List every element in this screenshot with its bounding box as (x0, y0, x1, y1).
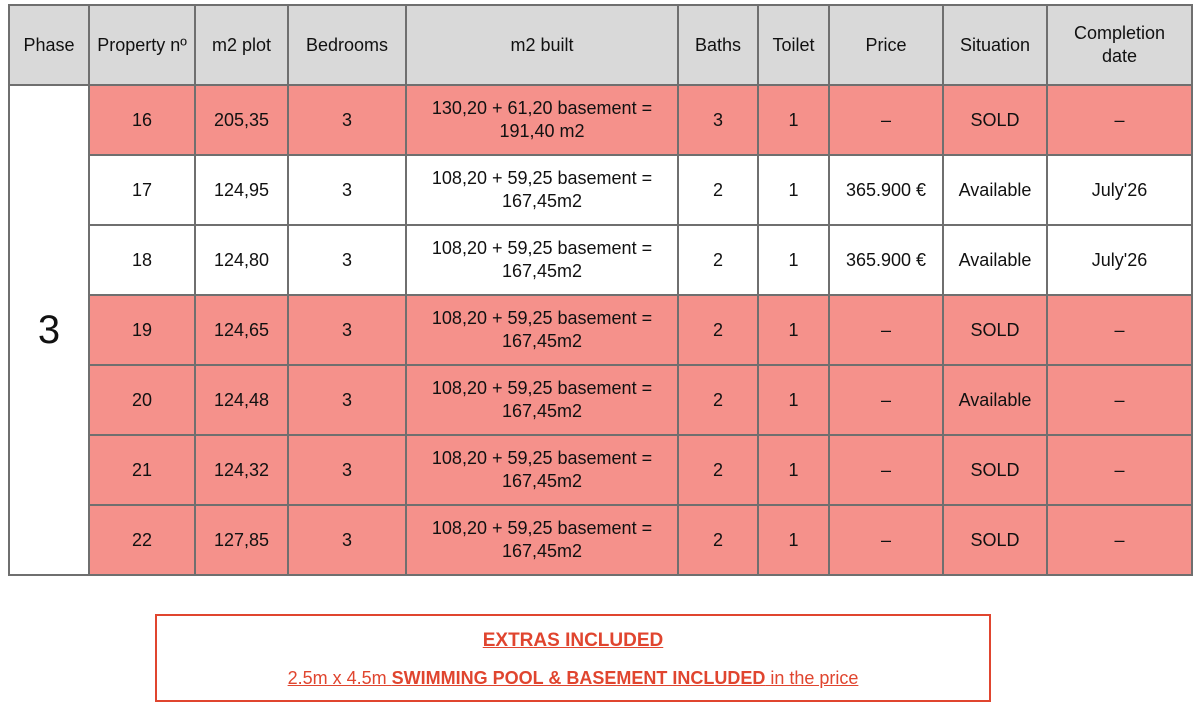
header-property: Property nº (89, 5, 195, 85)
extras-description (157, 668, 989, 689)
extras-prefix: 2.5m x 4.5m (287, 668, 392, 688)
m2-built-line-2: 191,40 m2 (499, 121, 585, 141)
toilet-cell: 1 (758, 155, 829, 225)
m2-built-line-1: 108,20 + 59,25 basement = (431, 168, 653, 188)
m2-plot-cell: 127,85 (195, 505, 288, 575)
table-row (9, 155, 1192, 225)
m2-built-line-2: 167,45m2 (501, 541, 583, 561)
m2-plot-cell: 124,32 (195, 435, 288, 505)
extras-box (155, 614, 991, 702)
header-price: Price (829, 5, 943, 85)
bedrooms-cell: 3 (288, 435, 406, 505)
header-m2-plot: m2 plot (195, 5, 288, 85)
bedrooms-cell: 3 (288, 225, 406, 295)
completion-date-cell: – (1047, 365, 1192, 435)
completion-date-cell: July'26 (1047, 225, 1192, 295)
table-row (9, 225, 1192, 295)
property-table (8, 4, 1193, 576)
price-cell: 365.900 € (829, 155, 943, 225)
completion-date-cell: – (1047, 505, 1192, 575)
price-cell: – (829, 505, 943, 575)
header-completion-date: Completion date (1047, 5, 1192, 85)
baths-cell: 2 (678, 225, 758, 295)
price-cell: – (829, 435, 943, 505)
header-m2-built: m2 built (406, 5, 678, 85)
table-body (9, 85, 1192, 575)
m2-built-line-2: 167,45m2 (501, 191, 583, 211)
toilet-cell: 1 (758, 365, 829, 435)
header-situation: Situation (943, 5, 1047, 85)
extras-suffix: in the price (765, 668, 859, 688)
property-number-cell: 16 (89, 85, 195, 155)
price-cell: – (829, 365, 943, 435)
property-number-cell: 21 (89, 435, 195, 505)
m2-built-line-1: 108,20 + 59,25 basement = (431, 238, 653, 258)
property-number-cell: 17 (89, 155, 195, 225)
m2-built-cell (406, 85, 678, 155)
m2-built-cell (406, 505, 678, 575)
m2-plot-cell: 124,65 (195, 295, 288, 365)
price-cell: – (829, 295, 943, 365)
extras-title: EXTRAS INCLUDED (482, 630, 664, 651)
phase-cell: 3 (9, 85, 89, 575)
situation-cell: SOLD (943, 505, 1047, 575)
table-row (9, 295, 1192, 365)
bedrooms-cell: 3 (288, 365, 406, 435)
header-bedrooms: Bedrooms (288, 5, 406, 85)
table-row (9, 505, 1192, 575)
m2-built-line-2: 167,45m2 (501, 331, 583, 351)
m2-built-cell (406, 435, 678, 505)
bedrooms-cell: 3 (288, 85, 406, 155)
toilet-cell: 1 (758, 505, 829, 575)
m2-built-cell (406, 225, 678, 295)
completion-date-cell: – (1047, 295, 1192, 365)
toilet-cell: 1 (758, 435, 829, 505)
m2-built-line-1: 108,20 + 59,25 basement = (431, 448, 653, 468)
m2-built-cell (406, 155, 678, 225)
m2-plot-cell: 124,95 (195, 155, 288, 225)
toilet-cell: 1 (758, 225, 829, 295)
bedrooms-cell: 3 (288, 505, 406, 575)
toilet-cell: 1 (758, 295, 829, 365)
m2-built-line-2: 167,45m2 (501, 401, 583, 421)
extras-highlight: SWIMMING POOL & BASEMENT INCLUDED (391, 668, 766, 688)
baths-cell: 3 (678, 85, 758, 155)
baths-cell: 2 (678, 365, 758, 435)
situation-cell: SOLD (943, 85, 1047, 155)
m2-built-cell (406, 365, 678, 435)
baths-cell: 2 (678, 295, 758, 365)
m2-built-line-1: 130,20 + 61,20 basement = (431, 98, 653, 118)
bedrooms-cell: 3 (288, 295, 406, 365)
m2-plot-cell: 124,48 (195, 365, 288, 435)
completion-date-cell: – (1047, 85, 1192, 155)
table-row (9, 85, 1192, 155)
m2-built-cell (406, 295, 678, 365)
situation-cell: Available (943, 225, 1047, 295)
situation-cell: SOLD (943, 295, 1047, 365)
baths-cell: 2 (678, 505, 758, 575)
property-number-cell: 18 (89, 225, 195, 295)
m2-built-line-1: 108,20 + 59,25 basement = (431, 378, 653, 398)
price-cell: – (829, 85, 943, 155)
situation-cell: Available (943, 155, 1047, 225)
baths-cell: 2 (678, 435, 758, 505)
header-toilet: Toilet (758, 5, 829, 85)
baths-cell: 2 (678, 155, 758, 225)
header-phase: Phase (9, 5, 89, 85)
table-row (9, 435, 1192, 505)
toilet-cell: 1 (758, 85, 829, 155)
property-number-cell: 19 (89, 295, 195, 365)
situation-cell: Available (943, 365, 1047, 435)
m2-built-line-2: 167,45m2 (501, 471, 583, 491)
completion-date-cell: – (1047, 435, 1192, 505)
table-row (9, 365, 1192, 435)
m2-built-line-1: 108,20 + 59,25 basement = (431, 518, 653, 538)
m2-built-line-1: 108,20 + 59,25 basement = (431, 308, 653, 328)
m2-plot-cell: 205,35 (195, 85, 288, 155)
property-number-cell: 20 (89, 365, 195, 435)
m2-plot-cell: 124,80 (195, 225, 288, 295)
header-baths: Baths (678, 5, 758, 85)
situation-cell: SOLD (943, 435, 1047, 505)
bedrooms-cell: 3 (288, 155, 406, 225)
property-table-container (8, 4, 1191, 576)
property-number-cell: 22 (89, 505, 195, 575)
m2-built-line-2: 167,45m2 (501, 261, 583, 281)
table-header-row (9, 5, 1192, 85)
completion-date-cell: July'26 (1047, 155, 1192, 225)
price-cell: 365.900 € (829, 225, 943, 295)
